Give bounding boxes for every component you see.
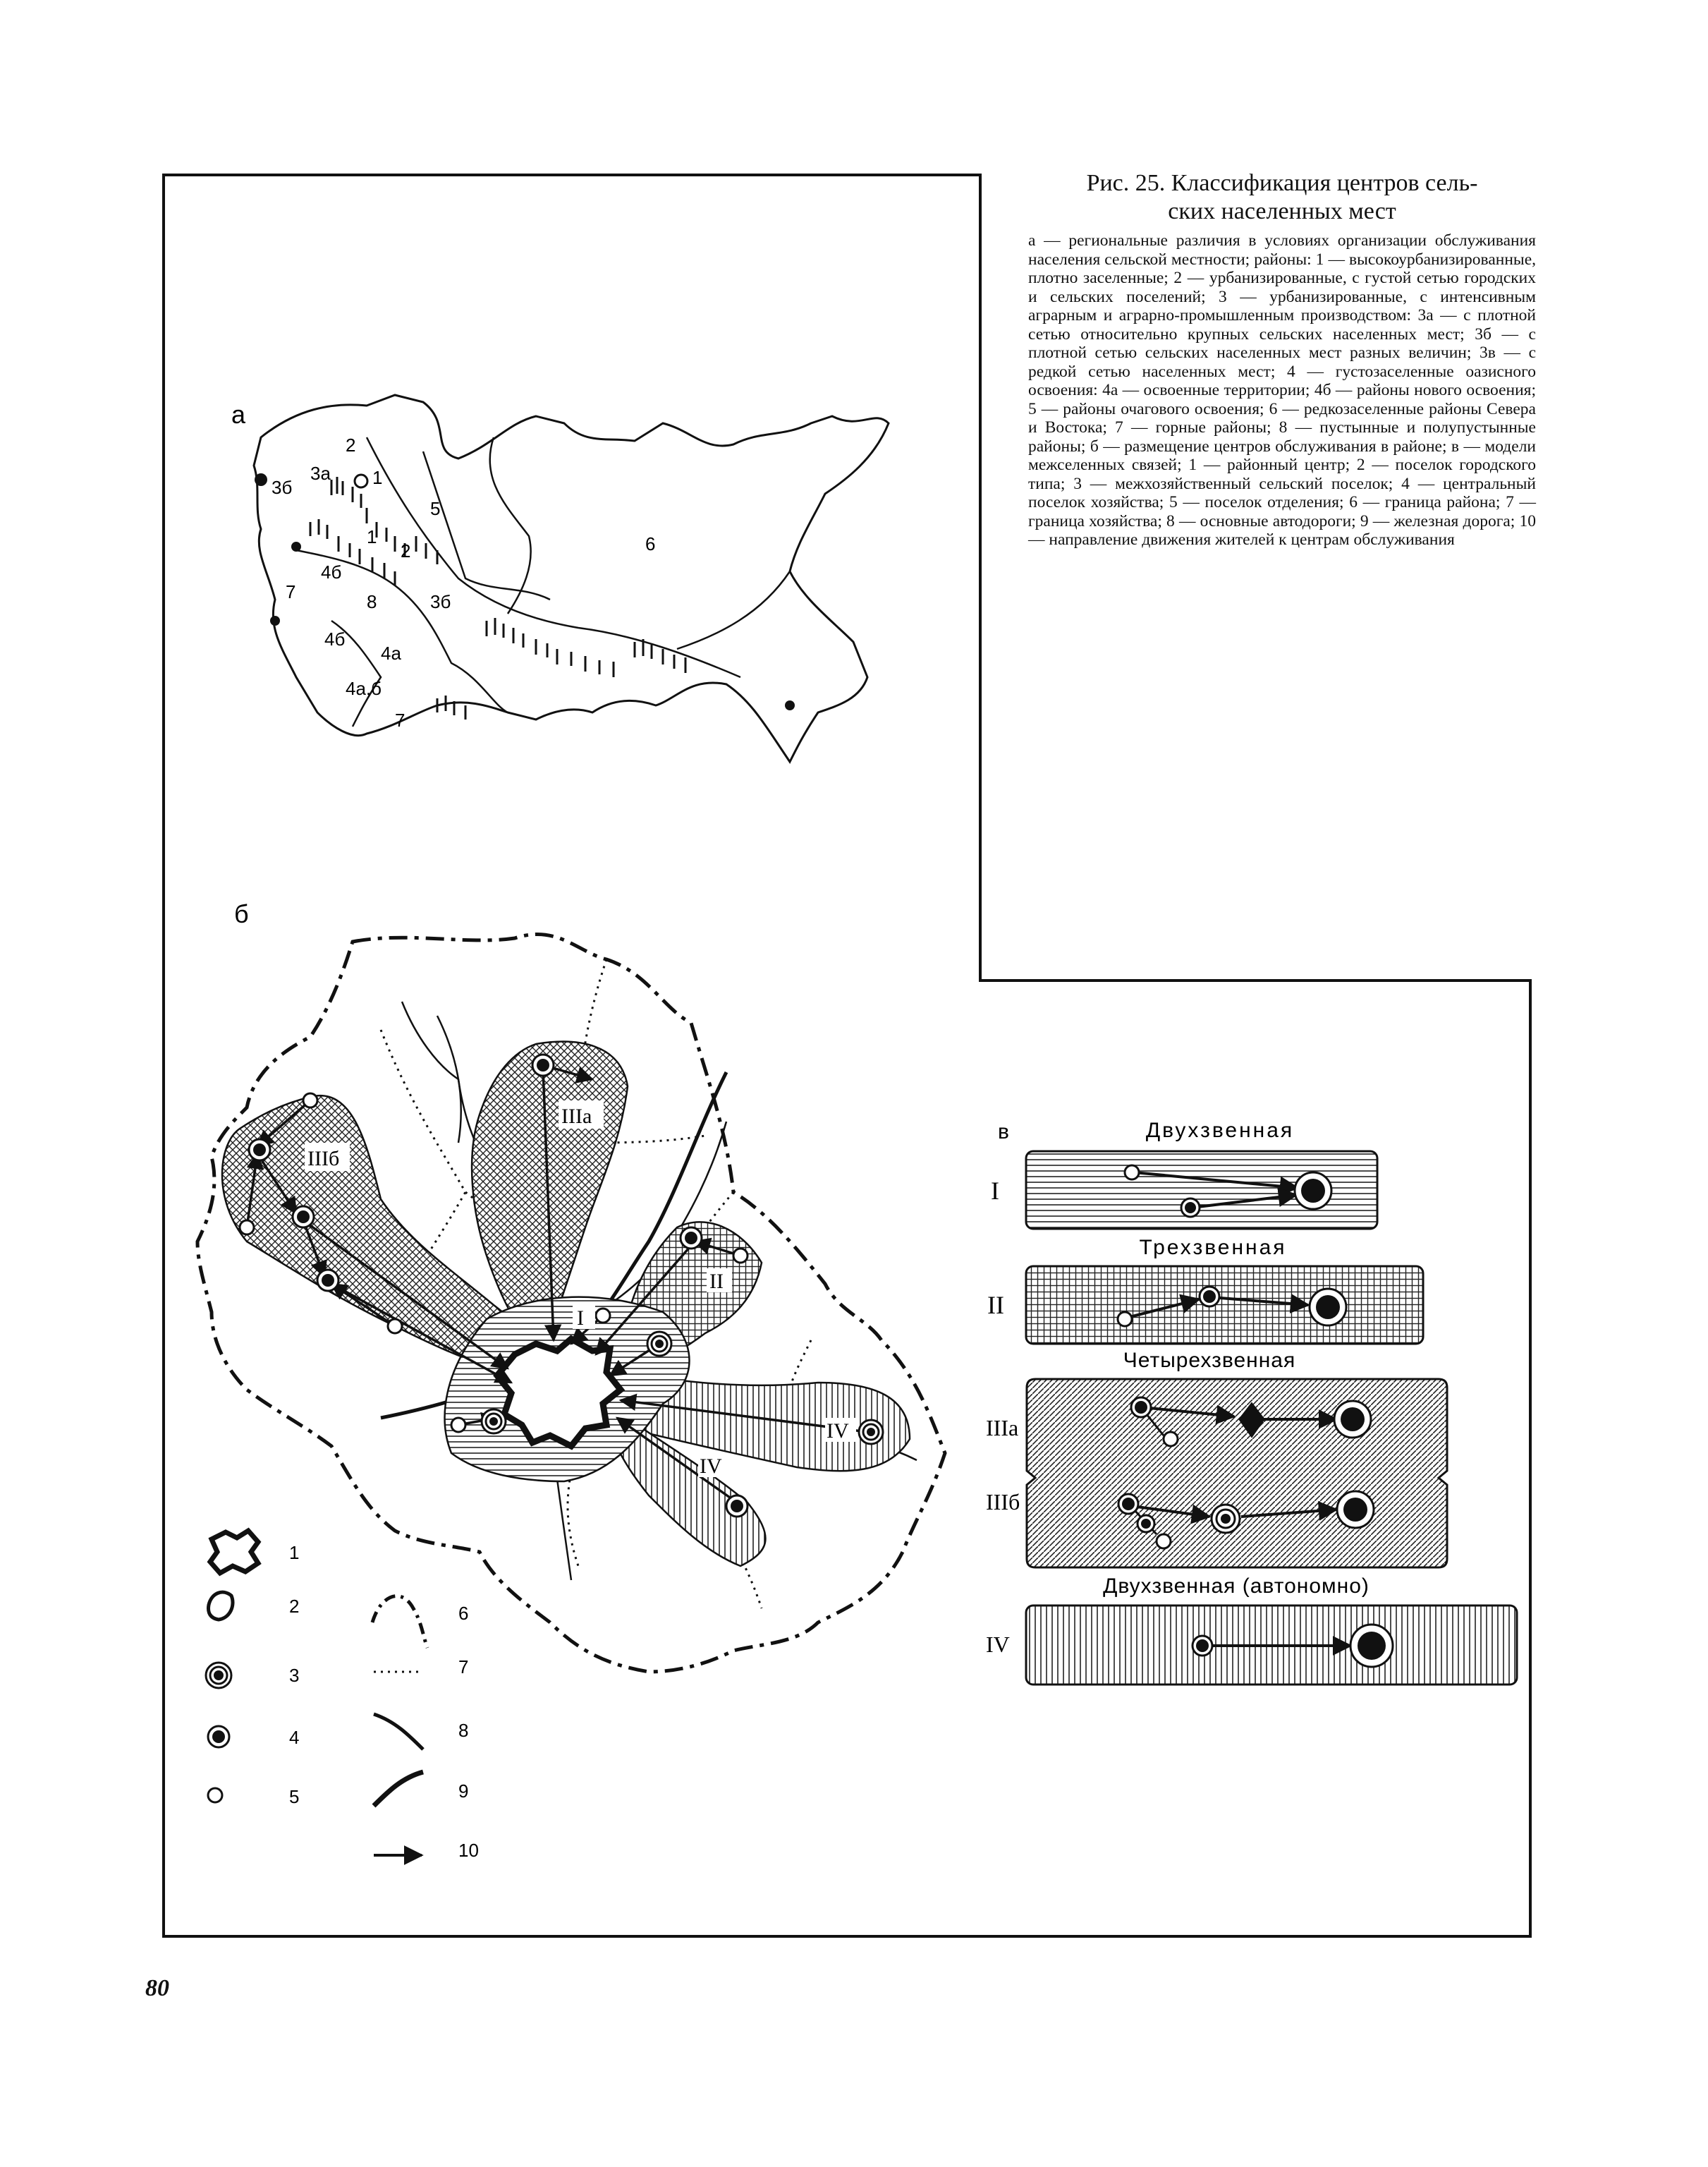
caption-title-line1: Рис. 25. Классификация центров сель- xyxy=(1086,170,1478,196)
region-label: 4а xyxy=(381,643,401,664)
city-marker xyxy=(270,616,280,626)
legend-num-5: 5 xyxy=(289,1786,300,1807)
panel-a-map xyxy=(231,395,889,762)
inter-farm-village-marker xyxy=(859,1420,883,1444)
branch-village-marker xyxy=(451,1418,465,1432)
model-roman-IIIa: IIIа xyxy=(986,1415,1019,1440)
region-label: 2 xyxy=(346,435,356,456)
region-label: 1 xyxy=(367,526,377,547)
panel-a-label: а xyxy=(231,400,246,429)
legend-symbol-urban-village xyxy=(209,1592,233,1620)
region-border-line xyxy=(367,437,740,677)
central-village-marker xyxy=(1118,1494,1138,1514)
region-border-line xyxy=(423,451,550,600)
branch-village-marker xyxy=(388,1319,402,1333)
branch-village-marker xyxy=(240,1220,254,1234)
city-marker xyxy=(291,542,301,552)
panel-b-label: б xyxy=(234,899,249,928)
legend xyxy=(206,1531,479,1861)
central-village-marker xyxy=(1131,1397,1151,1417)
zone-label-IIIb: IIIб xyxy=(307,1147,340,1170)
panel-b-map xyxy=(197,899,945,1861)
central-village-marker xyxy=(1181,1198,1200,1217)
branch-village-marker xyxy=(1125,1165,1139,1179)
region-label: 4б xyxy=(321,562,342,583)
inter-farm-village-marker xyxy=(1212,1505,1240,1533)
region-label: 5 xyxy=(430,498,441,519)
branch-village-marker xyxy=(596,1309,610,1323)
model-heading-two-tier: Двухзвенная xyxy=(1145,1119,1295,1142)
central-village-marker xyxy=(293,1206,314,1227)
central-village-marker xyxy=(532,1055,554,1076)
legend-symbol-main-road xyxy=(374,1714,423,1749)
zone-label-IV-east: IV xyxy=(826,1419,849,1443)
region-label: 4б xyxy=(324,629,346,650)
central-village-marker xyxy=(1137,1515,1154,1532)
legend-symbol-district-border xyxy=(372,1596,427,1648)
zone-label-I: I xyxy=(577,1306,584,1330)
central-village-marker xyxy=(726,1495,748,1517)
central-village-marker xyxy=(317,1270,338,1291)
legend-num-1: 1 xyxy=(289,1542,300,1563)
rayon-center-marker xyxy=(1350,1625,1393,1667)
zone-label-IIIa: IIIа xyxy=(561,1105,592,1128)
model-roman-I: I xyxy=(991,1177,999,1205)
city-marker xyxy=(785,700,795,710)
branch-village-marker xyxy=(303,1093,317,1107)
caption-body: а — региональные различия в условиях организации обслуживания населения сельской местности; районы: 1 — высокоурбанизированные, плотно заселенные; 2 — урбанизированные, с густой сетью городских и сельских поселений; 3 — урбанизированные, с интенсивным аграрным и аграрно-промышленным производством: 3а — с плотной сетью относительно крупных сельских населенных мест; 3б — с плотной сетью сельских населенных мест разных величин; 3в — с редкой сетью населенных мест; 4 — густозаселенные оазисного освоения: 4а — освоенные территории; 4б — районы нового освоения; 5 — районы очагового освоения; 6 — редкозаселенные районы Севера и Востока; 7 — горные районы; 8 — пустынные и полупустынные районы; б — размещение центров обслуживания в районе; в — модели межселенных связей; 1 — районный центр; 2 — поселок городского типа; 3 — межхозяйственный сельский поселок; 4 — центральный поселок хозяйства; 5 — поселок отделения; 6 — граница района; 7 — граница хозяйства; 8 — основные автодороги; 9 — железная дорога; 10 — направление движения жителей к центрам обслуживания xyxy=(1028,231,1536,549)
legend-num-2: 2 xyxy=(289,1596,300,1617)
legend-num-9: 9 xyxy=(458,1780,469,1802)
legend-num-7: 7 xyxy=(458,1656,469,1677)
model-heading-three-tier: Трехзвенная xyxy=(1139,1236,1287,1259)
branch-village-marker xyxy=(733,1249,748,1263)
central-village-marker xyxy=(249,1139,270,1160)
region-label: 8 xyxy=(367,591,377,612)
page-number: 80 xyxy=(145,1975,169,2001)
region-label: 3б xyxy=(272,477,293,498)
legend-symbol-railway xyxy=(374,1772,423,1806)
panel-v-label: в xyxy=(998,1120,1009,1143)
legend-num-4: 4 xyxy=(289,1727,300,1748)
legend-symbol-central-farm-village xyxy=(208,1726,229,1747)
region-label: 2 xyxy=(401,540,411,562)
rayon-center-marker xyxy=(1334,1401,1371,1438)
rayon-center-marker xyxy=(1295,1172,1331,1209)
panel-v-models xyxy=(986,1119,1517,1685)
rayon-center-marker xyxy=(1310,1289,1346,1325)
region-label: 6 xyxy=(645,533,656,554)
region-label: 1 xyxy=(372,467,383,488)
model-roman-IV: IV xyxy=(986,1632,1010,1657)
city-marker xyxy=(355,475,367,487)
zone-label-IV-south: IV xyxy=(700,1455,722,1478)
legend-symbol-inter-farm-village xyxy=(206,1663,231,1688)
legend-num-8: 8 xyxy=(458,1720,469,1741)
city-marker xyxy=(255,473,267,486)
inter-farm-village-marker xyxy=(647,1332,671,1356)
caption-title xyxy=(1028,169,1536,226)
model-roman-II: II xyxy=(987,1291,1004,1319)
model-heading-two-tier-autonomous: Двухзвенная (автономно) xyxy=(1103,1574,1370,1598)
model-heading-four-tier: Четырехзвенная xyxy=(1123,1349,1296,1372)
region-border-line xyxy=(677,571,790,649)
legend-num-3: 3 xyxy=(289,1665,300,1686)
region-label: 7 xyxy=(286,581,296,602)
region-label: 7 xyxy=(395,710,405,731)
figure-caption xyxy=(1028,169,1536,550)
model-roman-IIIb: IIIб xyxy=(986,1489,1020,1515)
branch-village-marker xyxy=(1157,1534,1171,1548)
rayon-center-marker xyxy=(1337,1491,1374,1528)
region-label: 3а xyxy=(310,463,331,484)
central-village-marker xyxy=(1200,1287,1219,1306)
inter-farm-village-marker xyxy=(482,1409,506,1433)
legend-symbol-rayon-center xyxy=(210,1531,258,1573)
branch-village-marker xyxy=(1118,1312,1132,1326)
region-label: 4а,б xyxy=(346,678,382,699)
central-village-marker xyxy=(681,1227,702,1249)
model-box-II xyxy=(1026,1266,1423,1344)
central-village-marker xyxy=(1192,1636,1212,1656)
zone-label-II: II xyxy=(709,1270,724,1293)
legend-symbol-branch-village xyxy=(208,1788,222,1802)
caption-title-line2: ских населенных мест xyxy=(1168,198,1396,224)
branch-village-marker xyxy=(1164,1432,1178,1446)
legend-num-10: 10 xyxy=(458,1840,479,1861)
legend-num-6: 6 xyxy=(458,1603,469,1624)
region-label: 3б xyxy=(430,591,451,612)
model-box-III xyxy=(1027,1379,1447,1567)
